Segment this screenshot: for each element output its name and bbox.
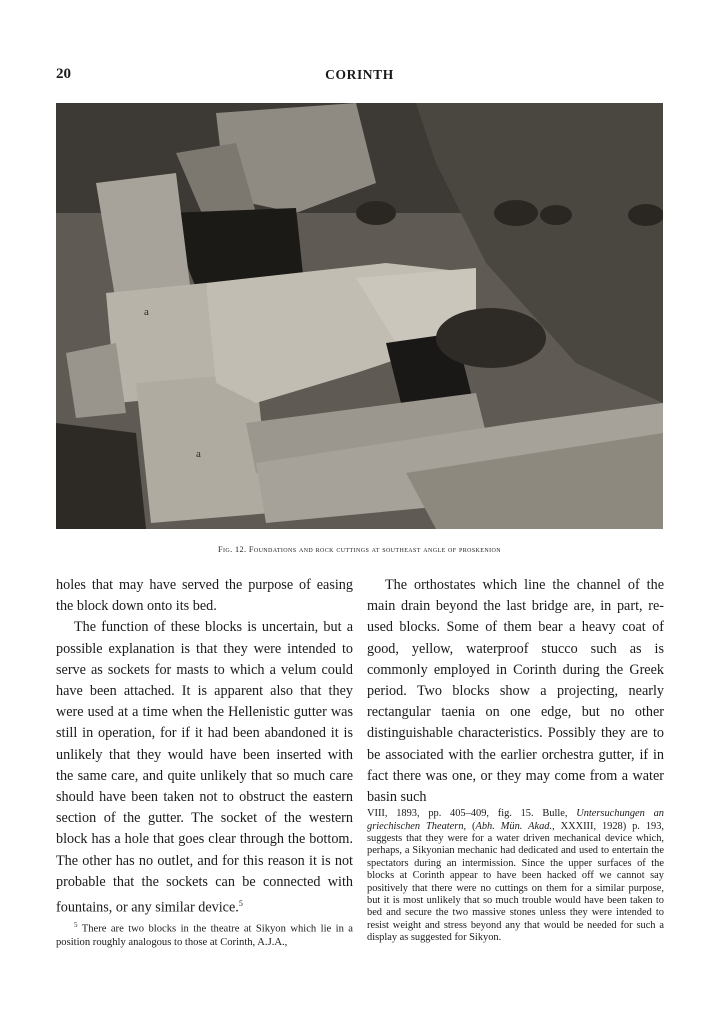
figure-label-a-lower: a	[196, 448, 201, 460]
left-paragraph-1: holes that may have served the purpose of easing the block down onto its bed.	[56, 577, 353, 615]
running-title: CORINTH	[325, 67, 394, 82]
footnote-continued-journal: Abh. Mün. Akad.	[475, 820, 553, 832]
right-column	[367, 575, 664, 945]
page-number: 20	[56, 66, 71, 82]
footnote-5-text: There are two blocks in the theatre at Sikyon which lie in a position roughly analogous to those at Corinth, A.J.A.,	[56, 923, 353, 948]
footnote-marker: 5	[74, 920, 78, 929]
right-paragraph-1: The orthostates which line the channel of the main drain beyond the last bridge are, in part, re-used blocks. Some of them bear a heavy coat of good, yellow, waterproof stucco such as is commonly employed in Corinth during the Greek period. Two blocks show a projecting, nearly rectangular taenia on one edge, but no other distinguishable characteristics. Possibly they are to be associated with the earlier orchestra gutter, if in fact there was one, or they may come from a water basin such	[367, 577, 664, 806]
figure-caption: Fig. 12. Foundations and rock cuttings at southeast angle of proskenion	[218, 545, 501, 554]
figure-photograph	[56, 103, 663, 529]
left-paragraph-2	[56, 617, 353, 919]
footnote-5	[56, 919, 353, 949]
footnote-5-continued	[367, 808, 664, 944]
footnote-continued-middle: , (	[463, 820, 476, 832]
footnote-continued-prefix: VIII, 1893, pp. 405–409, fig. 15. Bulle,	[367, 808, 577, 820]
figure-label-b: b	[526, 319, 532, 331]
left-column	[56, 575, 353, 949]
footnote-continued-suffix: , XXXIII, 1928) p. 193, suggests that they were for a water driven mechanical device which, perhaps, a Sikyonian mechanic had dedicated and used to entertain the spectators during an intermission. Since the upper surfaces of the blocks at Corinth appear to have been hacked off we cannot say positively that there were no cuttings on them for a similar purpose, but it is most unlikely that so much trouble would have been taken to bed and secure the two massive stones unless they were intended to resist weight and stress beyond any that would be needed for such a display as suggested for Sikyon.	[367, 820, 665, 944]
footnote-reference: 5	[238, 899, 243, 909]
left-paragraph-2-text: The function of these blocks is uncertain, but a possible explanation is that they were intended to serve as sockets for masts to which a velum could have been attached. It is apparent also that they were used at a time when the Hellenistic gutter was still in operation, for if it had been abandoned it is unlikely that they would have been inserted with the same care, and quite unlikely that so much care should have been taken not to obstruct the eastern section of the gutter. The socket of the western block has a hole that goes clear through the bottom. The other has no outlet, and for this reason it is not probable that the sockets can be connected with fountains, or any similar device.	[56, 619, 353, 916]
figure-label-a-upper: a	[144, 306, 149, 318]
footnote-continued-title: Untersuchungen an griechischen Theatern	[367, 808, 664, 832]
